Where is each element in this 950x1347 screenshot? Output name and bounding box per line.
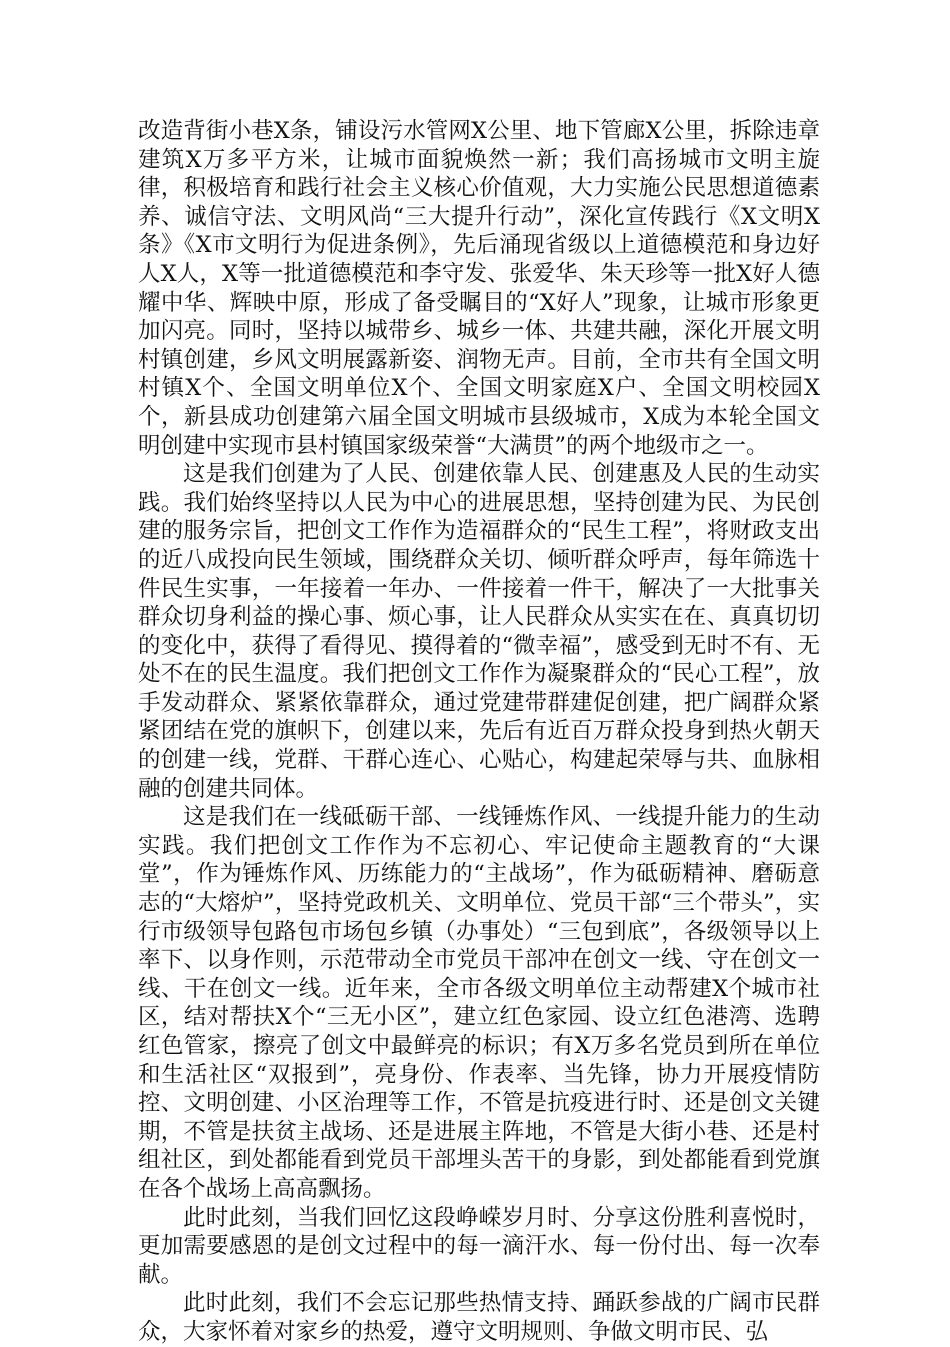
- paragraph-2: 这是我们创建为了人民、创建依靠人民、创建惠及人民的生动实践。我们始终坚持以人民为中心的进展思想，坚持创建为民、为民创建的服务宗旨，把创文工作作为造福群众的“民生工程”，将财政支出的近八成投向民生领域，围绕群众关切、倾听群众呼声，每年筛选十件民生实事，一年接着一年办、一件接着一件干，解决了一大批事关群众切身利益的操心事、烦心事，让人民群众从实实在在、真真切切的变化中，获得了看得见、摸得着的“微幸福”，感受到无时不有、无处不在的民生温度。我们把创文工作作为凝聚群众的“民心工程”，放手发动群众、紧紧依靠群众，通过党建带群建促创建，把广阔群众紧紧团结在党的旗帜下，创建以来，先后有近百万群众投身到热火朝天的创建一线，党群、干群心连心、心贴心，构建起荣辱与共、血脉相融的创建共同体。: [138, 461, 820, 802]
- paragraph-1: 改造背街小巷X条，铺设污水管网X公里、地下管廊X公里，拆除违章建筑X万多平方米，让城市面貌焕然一新；我们高扬城市文明主旋律，积极培育和践行社会主义核心价值观，大力实施公民思想道德素养、诚信守法、文明风尚“三大提升行动”，深化宣传践行《X文明X条》《X市文明行为促进条例》，先后涌现省级以上道德模范和身边好人X人，X等一批道德模范和李守发、张爱华、朱天珍等一批X好人德耀中华、辉映中原，形成了备受瞩目的“X好人”现象，让城市形象更加闪亮。同时，坚持以城带乡、城乡一体、共建共融，深化开展文明村镇创建，乡风文明展露新姿、润物无声。目前，全市共有全国文明村镇X个、全国文明单位X个、全国文明家庭X户、全国文明校园X个，新县成功创建第六届全国文明城市县级城市，X成为本轮全国文明创建中实现市县村镇国家级荣誉“大满贯”的两个地级市之一。: [138, 118, 820, 459]
- document-page: [138, 117, 820, 1347]
- paragraph-5: 此时此刻，我们不会忘记那些热情支持、踊跃参战的广阔市民群众，大家怀着对家乡的热爱，遵守文明规则、争做文明市民、弘: [138, 1290, 820, 1345]
- paragraph-3: 这是我们在一线砥砺干部、一线锤炼作风、一线提升能力的生动实践。我们把创文工作作为不忘初心、牢记使命主题教育的“大课堂”，作为锤炼作风、历练能力的“主战场”，作为砥砺精神、磨砺意志的“大熔炉”，坚持党政机关、文明单位、党员干部“三个带头”，实行市级领导包路包市场包乡镇（办事处）“三包到底”，各级领导以上率下、以身作则，示范带动全市党员干部冲在创文一线、守在创文一线、干在创文一线。近年来，全市各级文明单位主动帮建X个城市社区，结对帮扶X个“三无小区”，建立红色家园、设立红色港湾、选聘红色管家，擦亮了创文中最鲜亮的标识；有X万多名党员到所在单位和生活社区“双报到”，亮身份、作表率、当先锋，协力开展疫情防控、文明创建、小区治理等工作，不管是抗疫进行时、还是创文关键期，不管是扶贫主战场、还是进展主阵地，不管是大街小巷、还是村组社区，到处都能看到党员干部埋头苦干的身影，到处都能看到党旗在各个战场上高高飘扬。: [138, 804, 820, 1202]
- paragraph-4: 此时此刻，当我们回忆这段峥嵘岁月时、分享这份胜利喜悦时，更加需要感恩的是创文过程中的每一滴汗水、每一份付出、每一次奉献。: [138, 1204, 820, 1288]
